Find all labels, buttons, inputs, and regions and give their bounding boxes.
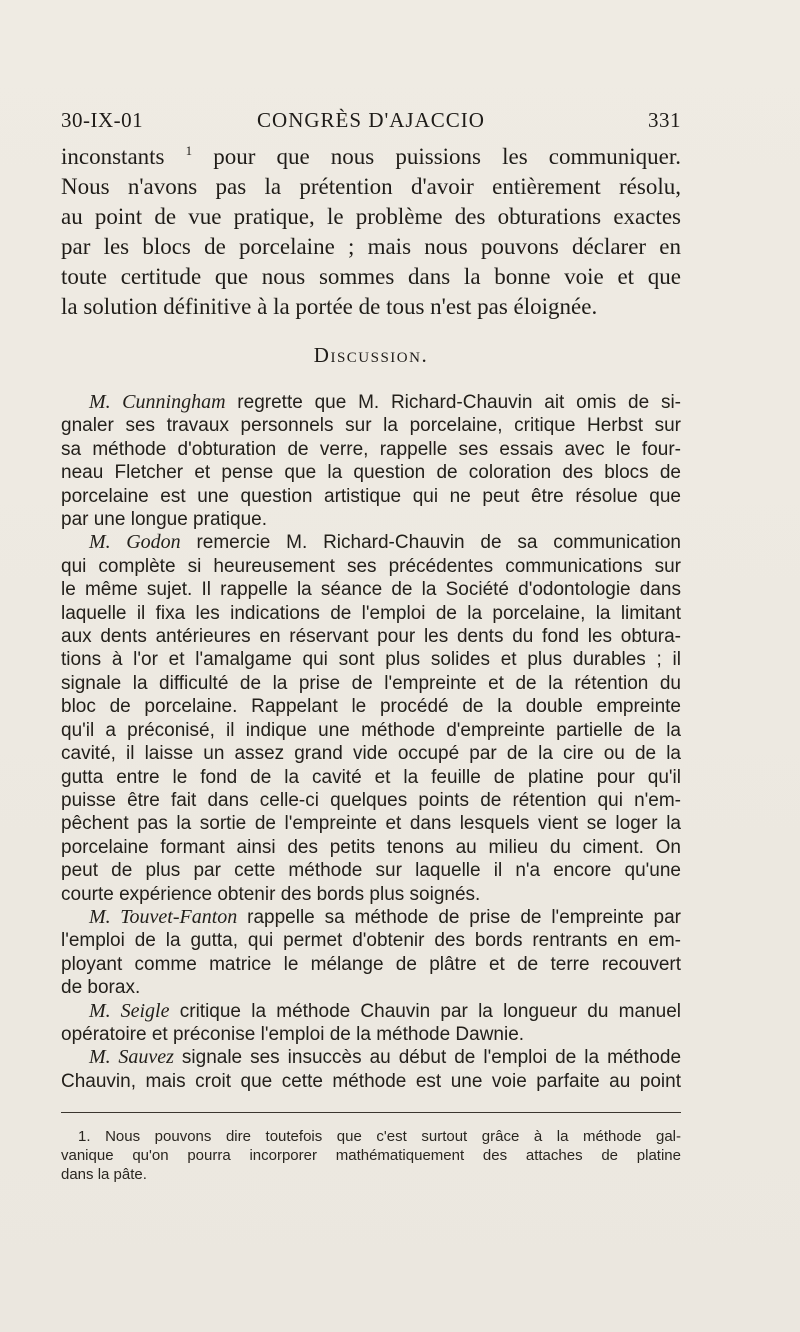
discussion-body (61, 391, 681, 1093)
intro-paragraph (61, 142, 681, 322)
text-line: l'emploi de la gutta, qui permet d'obtenir des bords rentrants en em- (61, 930, 681, 952)
text-line: porcelaine est une question artistique qui ne peut être résolue que (61, 485, 681, 507)
section-title: Discussion. (313, 343, 429, 367)
header-title: CONGRÈS D'AJACCIO (257, 108, 485, 132)
text-line: signale la difficulté de la prise de l'empreinte et de la rétention du (61, 672, 681, 694)
text-line: M. Sauvez signale ses insuccès au début de l'emploi de la méthode (89, 1046, 682, 1069)
text-line: gnaler ses travaux personnels sur la porcelaine, critique Herbst sur (61, 415, 681, 437)
text-line: la solution définitive à la portée de tous n'est pas éloignée. (61, 294, 598, 319)
text-line: sa méthode d'obturation de verre, rappelle ses essais avec le four- (61, 438, 681, 460)
text-line: opératoire et préconise l'emploi de la méthode Dawnie. (61, 1023, 525, 1045)
speaker-name: M. Sauvez (89, 1046, 174, 1069)
speaker-name: M. Touvet-Fanton (89, 905, 238, 928)
text-line: par une longue pratique. (61, 509, 267, 531)
text-line: neau Fletcher et pense que la question de coloration des blocs de (61, 462, 681, 484)
text-line: gutta entre le fond de la cavité et la feuille de platine pour qu'il (61, 766, 681, 788)
text-line: qui complète si heureusement ses précédentes communications sur (61, 555, 681, 577)
footnote-divider (61, 1112, 681, 1113)
text-line: toute certitude que nous sommes dans la bonne voie et que (61, 264, 681, 289)
text-line: Nous n'avons pas la prétention d'avoir entièrement résolu, (61, 174, 681, 199)
footnote-line: dans la pâte. (61, 1166, 147, 1183)
text-line: inconstants $^1$ pour que nous puissions les communiquer. (61, 143, 681, 169)
page-number: 331 (648, 108, 681, 132)
text-line: ployant comme matrice le mélange de plâtre et de terre recouvert (61, 953, 681, 975)
text-line: M. Touvet-Fanton rappelle sa méthode de prise de l'empreinte par (89, 905, 681, 928)
paragraph-cunningham (61, 391, 681, 531)
text-line: peut de plus par cette méthode sur laquelle il n'a encore qu'une (61, 860, 681, 882)
footnote-line: vanique qu'on pourra incorporer mathématiquement des attaches de platine (61, 1147, 681, 1164)
speaker-name: M. Godon (89, 531, 181, 554)
text-line: au point de vue pratique, le problème des obturations exactes (61, 204, 681, 229)
text-line: aux dents antérieures en réservant pour les dents du fond les obtura- (61, 626, 681, 648)
paragraph-seigle (61, 1000, 681, 1047)
text-line: courte expérience obtenir des bords plus soignés. (61, 883, 481, 905)
text-line: M. Cunningham regrette que M. Richard-Chauvin ait omis de si- (89, 391, 682, 413)
paragraph-godon (61, 531, 681, 906)
header-date: 30-IX-01 (61, 108, 144, 132)
text-line: cavité, il laisse un assez grand vide occupé par de la cire ou de la (61, 743, 681, 765)
speaker-name: M. Seigle (89, 999, 170, 1022)
text-line: pêchent pas la sortie de l'empreinte et dans lesquels vient se loger la (61, 813, 681, 835)
text-line: M. Godon remercie M. Richard-Chauvin de sa communication (89, 531, 681, 554)
speaker-name: M. Cunningham (89, 391, 226, 413)
text-line: par les blocs de porcelaine ; mais nous pouvons déclarer en (61, 234, 681, 259)
text-line: M. Seigle critique la méthode Chauvin par la longueur du manuel (89, 999, 681, 1022)
text-line: de borax. (61, 977, 141, 999)
text-line: porcelaine formant ainsi des petits tenons au milieu du ciment. On (61, 836, 681, 858)
paragraph-touvet-fanton (61, 906, 681, 1000)
footnote-line: 1. Nous pouvons dire toutefois que c'est surtout grâce à la méthode gal- (78, 1128, 681, 1145)
text-line: Chauvin, mais croit que cette méthode est une voie parfaite au point (61, 1070, 681, 1092)
text-line: laquelle il fixa les indications de l'emploi de la porcelaine, la limitant (61, 602, 681, 624)
text-line: qu'il a préconisé, il indique une méthode d'empreinte partielle de la (61, 719, 681, 741)
text-line: puisse être fait dans celle-ci quelques points de rétention qui n'em- (61, 789, 681, 811)
footnote (61, 1127, 681, 1184)
paragraph-sauvez (61, 1046, 681, 1093)
text-line: le même sujet. Il rappelle la séance de la Société d'odontologie dans (61, 579, 681, 601)
footnote-marker: 1 (185, 143, 193, 158)
text-line: bloc de porcelaine. Rappelant le procédé de la double empreinte (61, 696, 681, 718)
text-line: tions à l'or et l'amalgame qui sont plus solides et plus durables ; il (61, 649, 681, 671)
